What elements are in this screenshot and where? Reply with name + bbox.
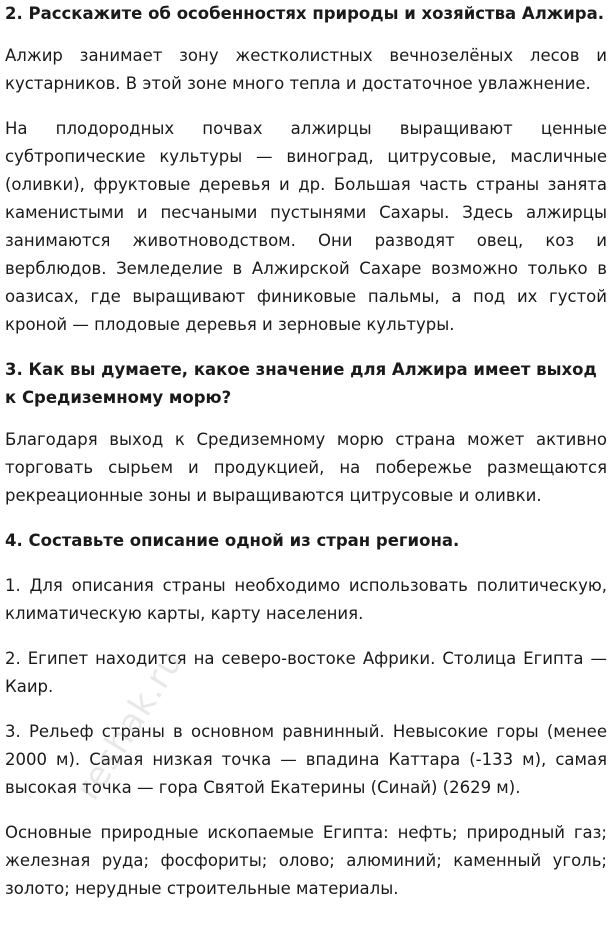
question-3-answer-paragraph-1: Благодаря выход к Средиземному морю страна может активно торговать сырьем и продукцией, на побережье размещаются рекреационные зоны и выращиваются цитрусовые и оливки.: [5, 430, 607, 505]
document-page: [5, 0, 607, 903]
question-4-answer-paragraph-4: Основные природные ископаемые Египта: нефть; природный газ; железная руда; фосфориты; олово; алюминий; каменный уголь; золото; нерудные строительные материалы.: [5, 823, 607, 898]
question-2-answer-paragraph-1: Алжир занимает зону жестколистных вечнозелёных лесов и кустарников. В этой зоне много тепла и достаточное увлажнение.: [5, 46, 607, 93]
question-4-title: 4. Составьте описание одной из стран региона.: [5, 531, 460, 550]
question-4-answer-paragraph-2: 2. Египет находится на северо-востоке Африки. Столица Египта — Каир.: [5, 649, 607, 696]
question-4-answer-paragraph-1: 1. Для описания страны необходимо использовать политическую, климатическую карты, карту населения.: [5, 576, 607, 623]
question-4-answer-paragraph-3: 3. Рельеф страны в основном равнинный. Невысокие горы (менее 2000 м). Самая низкая точка — впадина Каттара (-133 м), самая высокая точка — гора Святой Екатерины (Синай) (2629 м).: [5, 722, 607, 797]
question-3-title: 3. Как вы думаете, какое значение для Алжира имеет выход к Средиземному морю?: [5, 360, 597, 407]
question-2-title: 2. Расскажите об особенностях природы и хозяйства Алжира.: [5, 4, 604, 23]
question-2-answer-paragraph-2: На плодородных почвах алжирцы выращивают ценные субтропические культуры — виноград, цитрусовые, масличные (оливки), фруктовые деревья и др. Большая часть страны занята каменистыми и песчаными пустынями Сахары. Здесь алжирцы занимаются животноводством. Они разводят овец, коз и верблюдов. Земледелие в Алжирской Сахаре возможно только в оазисах, где выращивают финиковые пальмы, а под их густой кроной — плодовые деревья и зерновые культуры.: [5, 119, 607, 334]
watermark: reshak.ru: [68, 642, 192, 808]
